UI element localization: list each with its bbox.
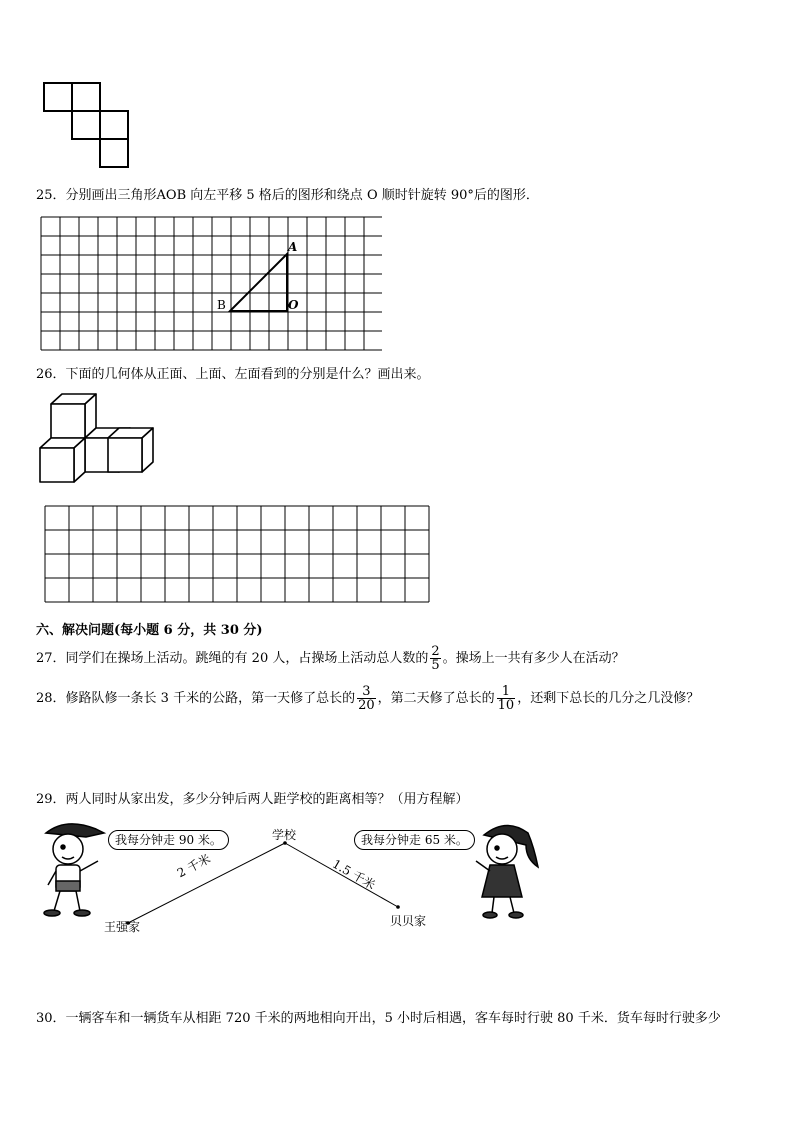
q28-text-2: ，第二天修了总长的 bbox=[377, 691, 495, 706]
girl-figure bbox=[476, 825, 538, 918]
home-left-label: 王强家 bbox=[104, 920, 141, 934]
q25-grid bbox=[40, 216, 382, 352]
question-27 bbox=[36, 645, 625, 672]
question-25: 25．分别画出三角形AOB 向左平移 5 格后的图形和绕点 O 顺时针旋转 90°后的图形． bbox=[36, 188, 539, 203]
q28-text-3: ，还剩下总长的几分之几没修？ bbox=[517, 691, 700, 706]
fraction-3-20: $\frac{3}{20}$ bbox=[358, 684, 375, 713]
school-label: 学校 bbox=[272, 828, 297, 842]
fraction-1-10: $\frac{1}{10}$ bbox=[497, 684, 515, 713]
q27-text-2: 。操场上一共有多少人在活动？ bbox=[442, 651, 625, 666]
q27-text-1: 27．同学们在操场上活动。跳绳的有 20 人，占操场上活动总人数的 bbox=[36, 651, 429, 666]
fraction-2-5: $\frac{2}{5}$ bbox=[431, 644, 440, 673]
q26-grid bbox=[44, 505, 432, 605]
question-29: 29．两人同时从家出发，多少分钟后两人距学校的距离相等？（用方程解） bbox=[36, 792, 469, 807]
stair-squares-figure bbox=[40, 80, 132, 172]
distance-right: 1.5 千米 bbox=[330, 856, 378, 893]
bubble-right: 我每分钟走 65 米。 bbox=[354, 830, 475, 850]
question-30: 30．一辆客车和一辆货车从相距 720 千米的两地相向开出，5 小时后相遇，客车每时行驶 80 千米．货车每时行驶多少 bbox=[36, 1011, 721, 1026]
cubes-figure bbox=[38, 392, 166, 484]
bubble-left: 我每分钟走 90 米。 bbox=[108, 830, 229, 850]
question-28 bbox=[36, 685, 699, 712]
label-a: A bbox=[288, 240, 298, 254]
q28-text-1: 28．修路队修一条长 3 千米的公路，第一天修了总长的 bbox=[36, 691, 356, 706]
section-6-title: 六、解决问题(每小题 6 分，共 30 分) bbox=[36, 623, 263, 638]
home-right-label: 贝贝家 bbox=[390, 914, 427, 928]
distance-left: 2 千米 bbox=[174, 851, 213, 881]
triangle-aob bbox=[230, 254, 287, 311]
boy-figure bbox=[44, 824, 104, 916]
label-b: B bbox=[217, 298, 226, 312]
question-26: 26．下面的几何体从正面、上面、左面看到的分别是什么？画出来。 bbox=[36, 367, 430, 382]
label-o: O bbox=[288, 298, 299, 312]
